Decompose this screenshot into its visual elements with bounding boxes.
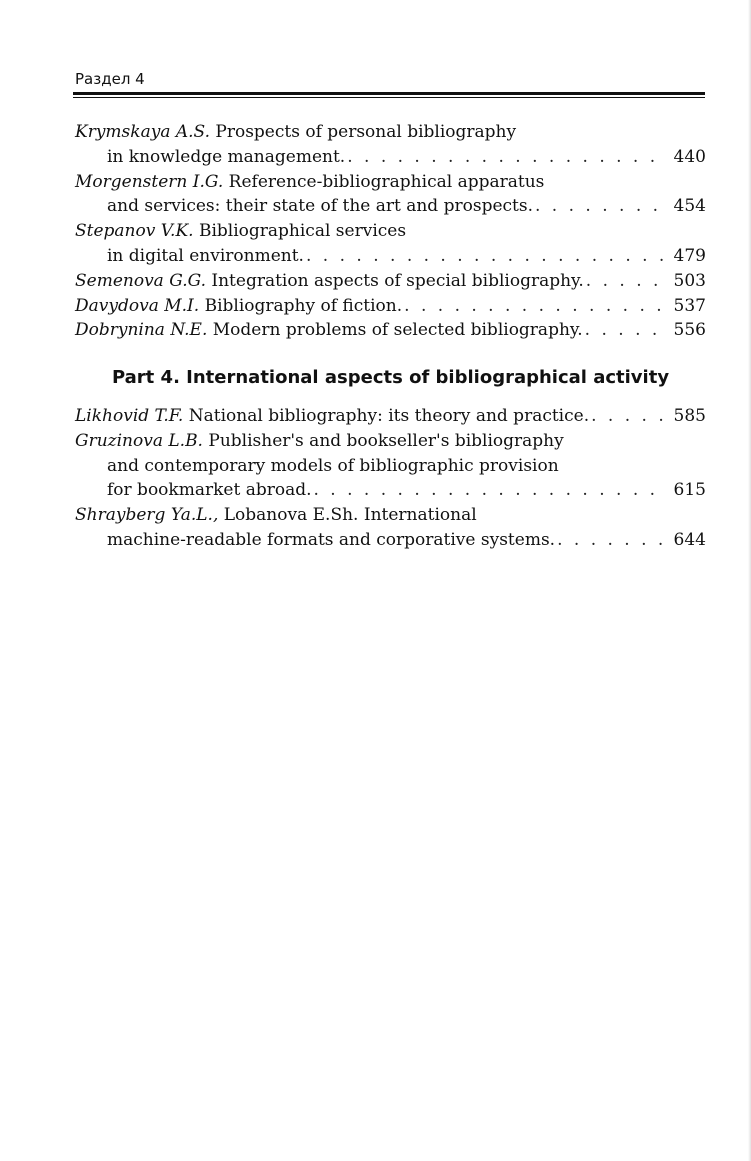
toc-entry	[75, 219, 706, 269]
toc-entry	[75, 294, 706, 319]
toc-entry-author: Gruzinova L.B.	[75, 430, 203, 451]
toc-entry-title-line: National bibliography: its theory and practice.	[188, 406, 590, 426]
toc-entry-title-line: International	[363, 505, 477, 526]
toc-entry-line	[75, 429, 706, 454]
toc-entry-line	[75, 318, 706, 343]
toc-entry-title-line: and contemporary models of bibliographic provision	[107, 455, 559, 476]
toc-entry-author: Shrayberg Ya.L.,	[75, 505, 219, 526]
toc-entry-page-number: 440	[673, 146, 706, 167]
header-rule-thin	[73, 97, 705, 98]
toc-entry-title-line: in digital environment.	[107, 245, 304, 266]
toc-entry	[75, 120, 706, 170]
toc-entry	[75, 170, 706, 220]
dot-leader	[585, 318, 668, 343]
toc-entry-title-line: for bookmarket abroad.	[107, 480, 312, 501]
toc-entry	[75, 404, 706, 429]
toc-entry-line	[75, 503, 706, 528]
toc-entry-line	[75, 454, 706, 479]
toc-entry-coauthor: Lobanova E.Sh.	[223, 505, 359, 526]
toc-entry-line	[75, 269, 706, 294]
toc-entry-page-number: 503	[673, 270, 706, 291]
toc-entry-author: Davydova M.I.	[75, 295, 200, 316]
toc-entry-title-line: Bibliography of fiction.	[204, 295, 403, 316]
toc-entry-title-line: Prospects of personal bibliography	[215, 122, 517, 142]
toc-entry-author: Morgenstern I.G.	[75, 171, 224, 192]
dot-leader	[314, 478, 668, 503]
toc-entry-page-number: 479	[673, 245, 706, 266]
toc-entry-line	[75, 120, 706, 145]
toc-entry-line	[75, 528, 706, 553]
toc-entry-page-number: 454	[673, 196, 706, 217]
toc-entry-line	[75, 294, 706, 319]
dot-leader	[404, 294, 667, 319]
toc-entry-author: Dobrynina N.E.	[75, 320, 208, 341]
dot-leader	[347, 145, 667, 170]
toc-section-part-4	[75, 404, 706, 553]
toc-entry-page-number: 615	[673, 480, 706, 501]
toc-entry-author: Krymskaya A.S.	[75, 122, 210, 142]
dot-leader	[535, 194, 668, 219]
toc-entry-author: Stepanov V.K.	[75, 221, 194, 242]
toc-entry-author: Semenova G.G.	[75, 270, 206, 291]
toc-entry-page-number: 585	[673, 406, 706, 426]
toc-entry-line	[75, 244, 706, 269]
toc-entry-line	[75, 145, 706, 170]
toc-entry	[75, 269, 706, 294]
toc-section-part-3	[75, 120, 706, 343]
toc-entry-page-number: 644	[673, 529, 706, 550]
toc-entry-line	[75, 404, 706, 429]
toc-entry-title-line: and services: their state of the art and prospects.	[107, 196, 533, 217]
toc-entry-page-number: 537	[673, 295, 706, 316]
toc-entry-title-line: Modern problems of selected bibliography.	[212, 320, 583, 341]
toc-entry-line	[75, 194, 706, 219]
dot-leader	[306, 244, 668, 269]
toc-entry-title-line: in knowledge management.	[107, 146, 346, 167]
toc-entry	[75, 503, 706, 553]
toc-entry-line	[75, 219, 706, 244]
toc-entry-title-line: Publisher's and bookseller's bibliography	[208, 430, 564, 451]
toc-entry-title-line: Integration aspects of special bibliography.	[211, 270, 584, 291]
toc-entry-line	[75, 170, 706, 195]
dot-leader	[591, 404, 667, 429]
section-heading: Part 4. International aspects of bibliographical activity	[111, 367, 670, 388]
toc-entry-title-line: Reference-bibliographical apparatus	[228, 171, 545, 192]
toc-entry	[75, 429, 706, 503]
dot-leader	[586, 269, 668, 294]
toc-entry	[75, 318, 706, 343]
header-rule-thick	[73, 92, 705, 95]
dot-leader	[557, 528, 667, 553]
toc-entry-page-number: 556	[673, 320, 706, 341]
toc-entry-author: Likhovid T.F.	[75, 406, 184, 426]
toc-entry-title-line: machine-readable formats and corporative systems.	[107, 529, 556, 550]
running-head: Раздел 4	[75, 70, 145, 88]
toc-entry-line	[75, 478, 706, 503]
toc-entry-title-line: Bibliographical services	[198, 221, 407, 242]
